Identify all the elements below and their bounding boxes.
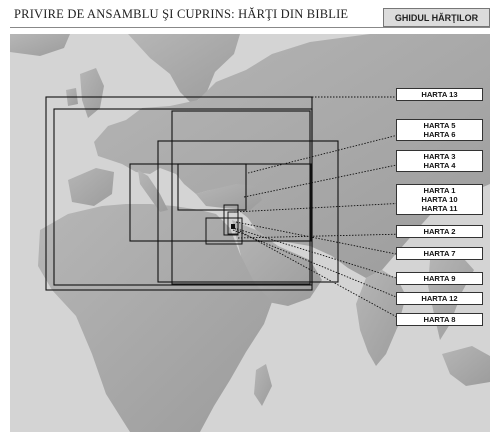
header-divider [10,27,490,28]
harta-3-line: HARTA 3 [423,152,456,161]
harta-6-line: HARTA 6 [423,130,456,139]
harta-11-line: HARTA 11 [421,204,458,213]
harta-2-label[interactable] [396,225,483,238]
harta-2-line: HARTA 2 [423,227,456,236]
map-guide-tab[interactable]: GHIDUL HĂRŢILOR [383,8,490,27]
harta-4-line: HARTA 4 [423,161,456,170]
harta-1-line: HARTA 1 [423,186,456,195]
frame-harta-8 [231,224,235,229]
harta-9-line: HARTA 9 [423,274,456,283]
harta-5-line: HARTA 5 [423,121,456,130]
harta-9-label[interactable] [396,272,483,285]
harta-8-line: HARTA 8 [423,315,456,324]
harta-13-label[interactable] [396,88,483,101]
harta-12-line: HARTA 12 [421,294,458,303]
harta-10-line: HARTA 10 [421,195,458,204]
harta-1-10-11-label[interactable] [396,184,483,215]
harta-13-line-1: HARTA 13 [421,90,458,99]
harta-3-4-label[interactable] [396,150,483,172]
page-header [0,0,500,30]
page-title: PRIVIRE DE ANSAMBLU ŞI CUPRINS: HĂRŢI DIN BIBLIE [14,7,349,21]
harta-7-line: HARTA 7 [423,249,456,258]
harta-5-6-label[interactable] [396,119,483,141]
harta-8-label[interactable] [396,313,483,326]
harta-7-label[interactable] [396,247,483,260]
harta-12-label[interactable] [396,292,483,305]
